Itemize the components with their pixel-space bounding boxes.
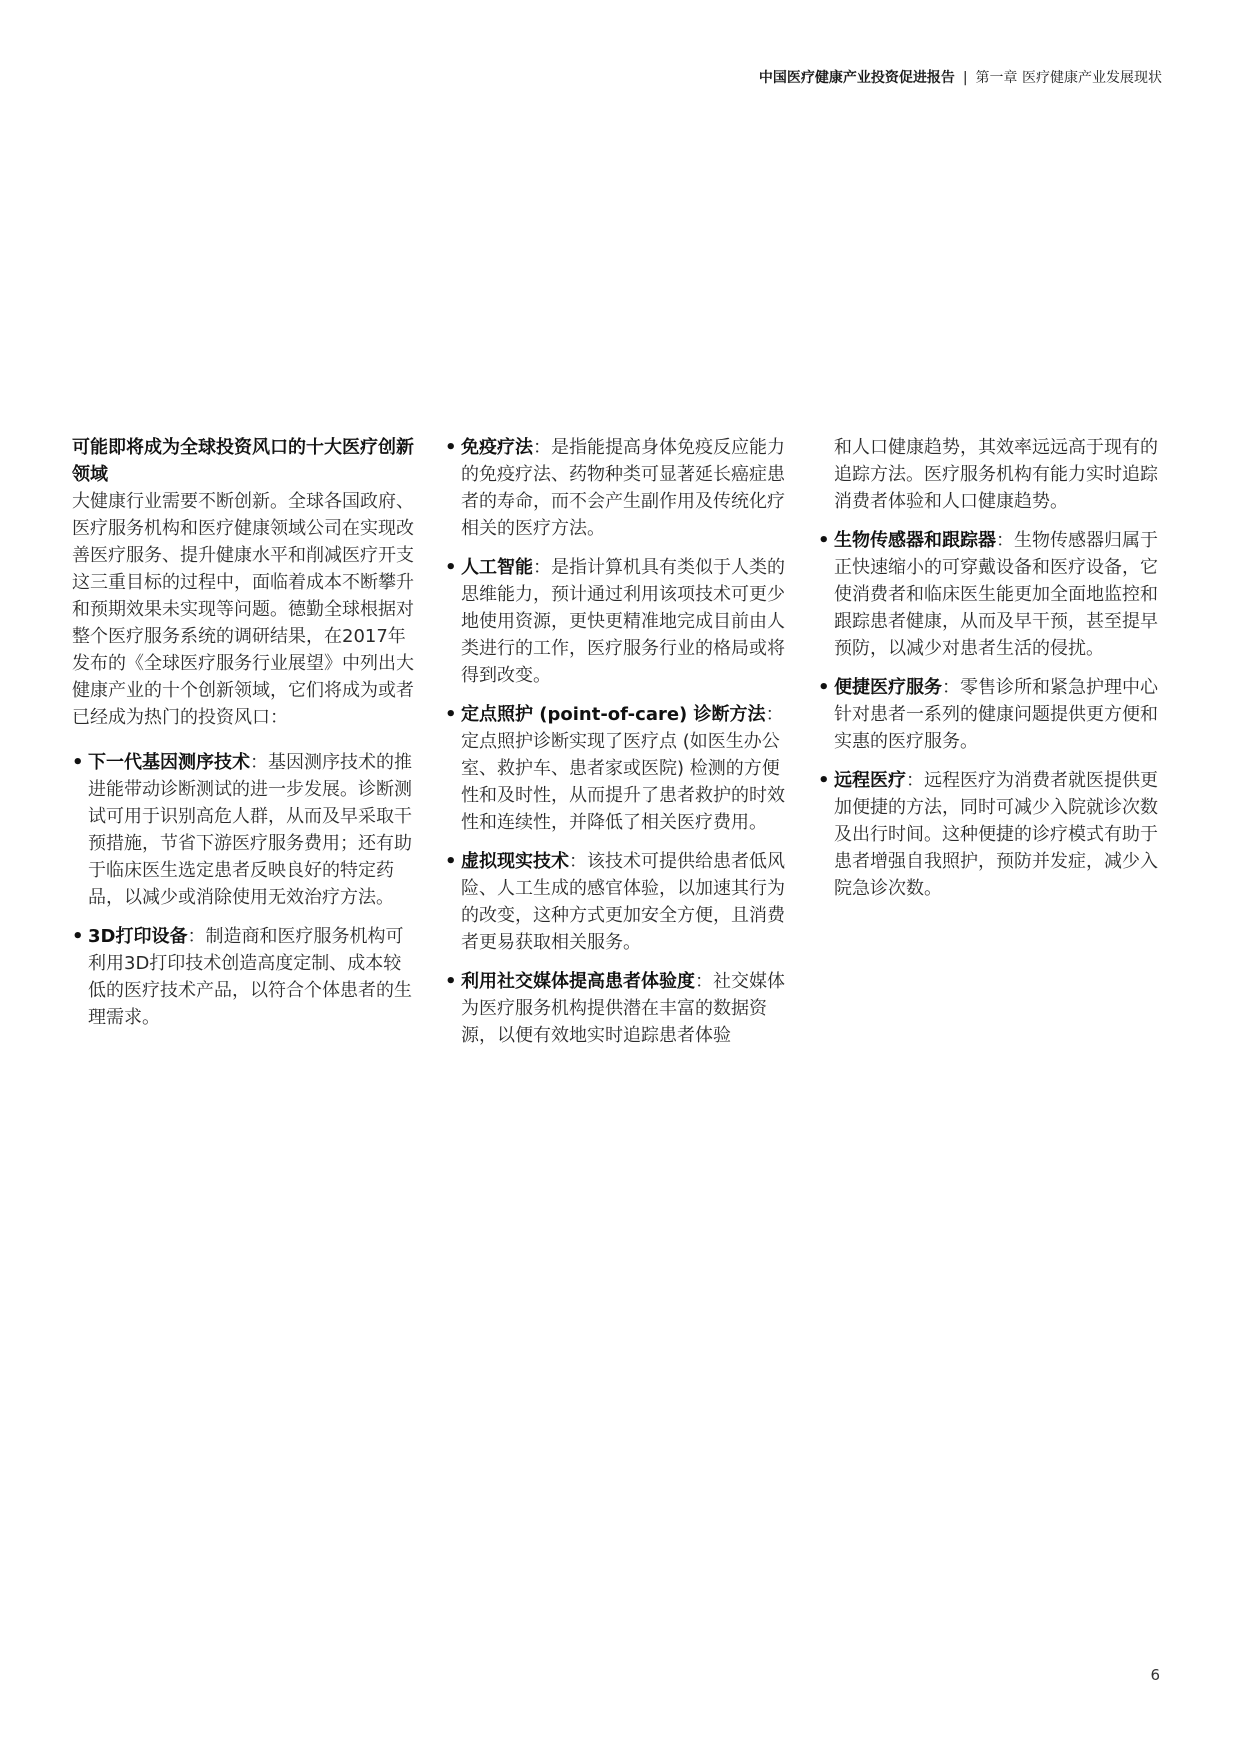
item-term: 人工智能 bbox=[461, 557, 533, 578]
item-colon: ： bbox=[533, 557, 551, 578]
continued-paragraph: 和人口健康趋势，其效率远远高于现有的追踪方法。医疗服务机构有能力实时追踪消费者体验和人口健康趋势。 bbox=[834, 437, 1158, 512]
item-term: 下一代基因测序技术 bbox=[88, 752, 250, 773]
innovation-list-col1 bbox=[72, 749, 418, 1031]
item-text: 是指计算机具有类似于人类的思维能力，预计通过利用该项技术可更少地使用资源，更快更精准地完成目前由人类进行的工作，医疗服务行业的格局或将得到改变。 bbox=[461, 557, 785, 686]
innovation-list-col2 bbox=[445, 434, 791, 1049]
item-text: 零售诊所和紧急护理中心针对患者一系列的健康问题提供更方便和实惠的医疗服务。 bbox=[834, 677, 1158, 752]
list-item bbox=[818, 527, 1164, 662]
bullet-glyph: • bbox=[445, 437, 457, 458]
header-separator: | bbox=[962, 70, 968, 86]
bullet-glyph: • bbox=[445, 557, 457, 578]
list-item bbox=[445, 434, 791, 542]
list-item bbox=[445, 968, 791, 1049]
item-colon: ： bbox=[906, 770, 924, 791]
bullet-glyph: • bbox=[445, 971, 457, 992]
item-text: 远程医疗为消费者就医提供更加便捷的方法，同时可减少入院就诊次数及出行时间。这种便捷的诊疗模式有助于患者增强自我照护，预防并发症，减少入院急诊次数。 bbox=[834, 770, 1158, 899]
report-title: 中国医疗健康产业投资促进报告 bbox=[758, 70, 955, 86]
column-2 bbox=[445, 434, 791, 1061]
intro-paragraph: 大健康行业需要不断创新。全球各国政府、医疗服务机构和医疗健康领域公司在实现改善医疗服务、提升健康水平和削减医疗开支这三重目标的过程中，面临着成本不断攀升和预期效果未实现等问题。德勤全球根据对整个医疗服务系统的调研结果，在2017年发布的《全球医疗服务行业展望》中列出大健康产业的十个创新领域，它们将成为或者已经成为热门的投资风口： bbox=[72, 491, 414, 728]
list-item bbox=[445, 701, 791, 836]
item-term: 生物传感器和跟踪器 bbox=[834, 530, 996, 551]
item-colon: ： bbox=[765, 704, 784, 725]
item-term: 免疫疗法 bbox=[461, 437, 533, 458]
bullet-glyph: • bbox=[818, 770, 830, 791]
item-term: 3D打印设备 bbox=[88, 926, 188, 947]
item-colon: ： bbox=[942, 677, 960, 698]
item-term: 虚拟现实技术 bbox=[461, 851, 569, 872]
innovation-list-col3 bbox=[818, 527, 1164, 902]
bullet-glyph: • bbox=[445, 851, 457, 872]
item-text: 基因测序技术的推进能带动诊断测试的进一步发展。诊断测试可用于识别高危人群，从而及早采取干预措施，节省下游医疗服务费用；还有助于临床医生选定患者反映良好的特定药品，以减少或消除使用无效治疗方法。 bbox=[88, 752, 412, 908]
item-term: 利用社交媒体提高患者体验度 bbox=[461, 971, 695, 992]
item-colon: ： bbox=[187, 926, 206, 947]
list-item bbox=[818, 767, 1164, 902]
item-term: 便捷医疗服务 bbox=[834, 677, 942, 698]
item-colon: ： bbox=[250, 752, 268, 773]
list-item bbox=[72, 749, 418, 911]
column-1 bbox=[72, 434, 418, 1043]
item-text: 该技术可提供给患者低风险、人工生成的感官体验，以加速其行为的改变，这种方式更加安全方便，且消费者更易获取相关服务。 bbox=[461, 851, 785, 953]
item-text: 是指能提高身体免疫反应能力的免疫疗法、药物种类可显著延长癌症患者的寿命，而不会产生副作用及传统化疗相关的医疗方法。 bbox=[461, 437, 785, 539]
item-text: 生物传感器归属于正快速缩小的可穿戴设备和医疗设备，它使消费者和临床医生能更加全面地监控和跟踪患者健康，从而及早干预，甚至提早预防，以减少对患者生活的侵扰。 bbox=[834, 530, 1158, 659]
list-item bbox=[445, 554, 791, 689]
item-colon: ： bbox=[569, 851, 587, 872]
section-heading: 可能即将成为全球投资风口的十大医疗创新领域 bbox=[72, 437, 414, 485]
bullet-glyph: • bbox=[445, 704, 457, 725]
item-text: 社交媒体为医疗服务机构提供潜在丰富的数据资源，以便有效地实时追踪患者体验 bbox=[461, 971, 785, 1046]
item-term: 定点照护 (point-of-care) 诊断方法 bbox=[461, 704, 766, 725]
bullet-glyph: • bbox=[72, 752, 84, 773]
item-colon: ： bbox=[533, 437, 551, 458]
item-text: 定点照护诊断实现了医疗点 (如医生办公室、救护车、患者家或医院) 检测的方便性和及时性，从而提升了患者救护的时效性和连续性，并降低了相关医疗费用。 bbox=[461, 731, 785, 833]
list-item bbox=[818, 674, 1164, 755]
bullet-glyph: • bbox=[818, 677, 830, 698]
list-item bbox=[72, 923, 418, 1031]
item-colon: ： bbox=[695, 971, 713, 992]
column-3 bbox=[818, 434, 1164, 914]
item-text: 制造商和医疗服务机构可利用3D打印技术创造高度定制、成本较低的医疗技术产品，以符合个体患者的生理需求。 bbox=[88, 926, 412, 1028]
list-item bbox=[445, 848, 791, 956]
running-header bbox=[759, 68, 1162, 88]
chapter-title: 第一章 医疗健康产业发展现状 bbox=[975, 70, 1162, 86]
item-term: 远程医疗 bbox=[834, 770, 906, 791]
bullet-glyph: • bbox=[818, 530, 830, 551]
item-colon: ： bbox=[996, 530, 1014, 551]
bullet-glyph: • bbox=[72, 926, 84, 947]
page-number: 6 bbox=[1150, 1666, 1160, 1684]
